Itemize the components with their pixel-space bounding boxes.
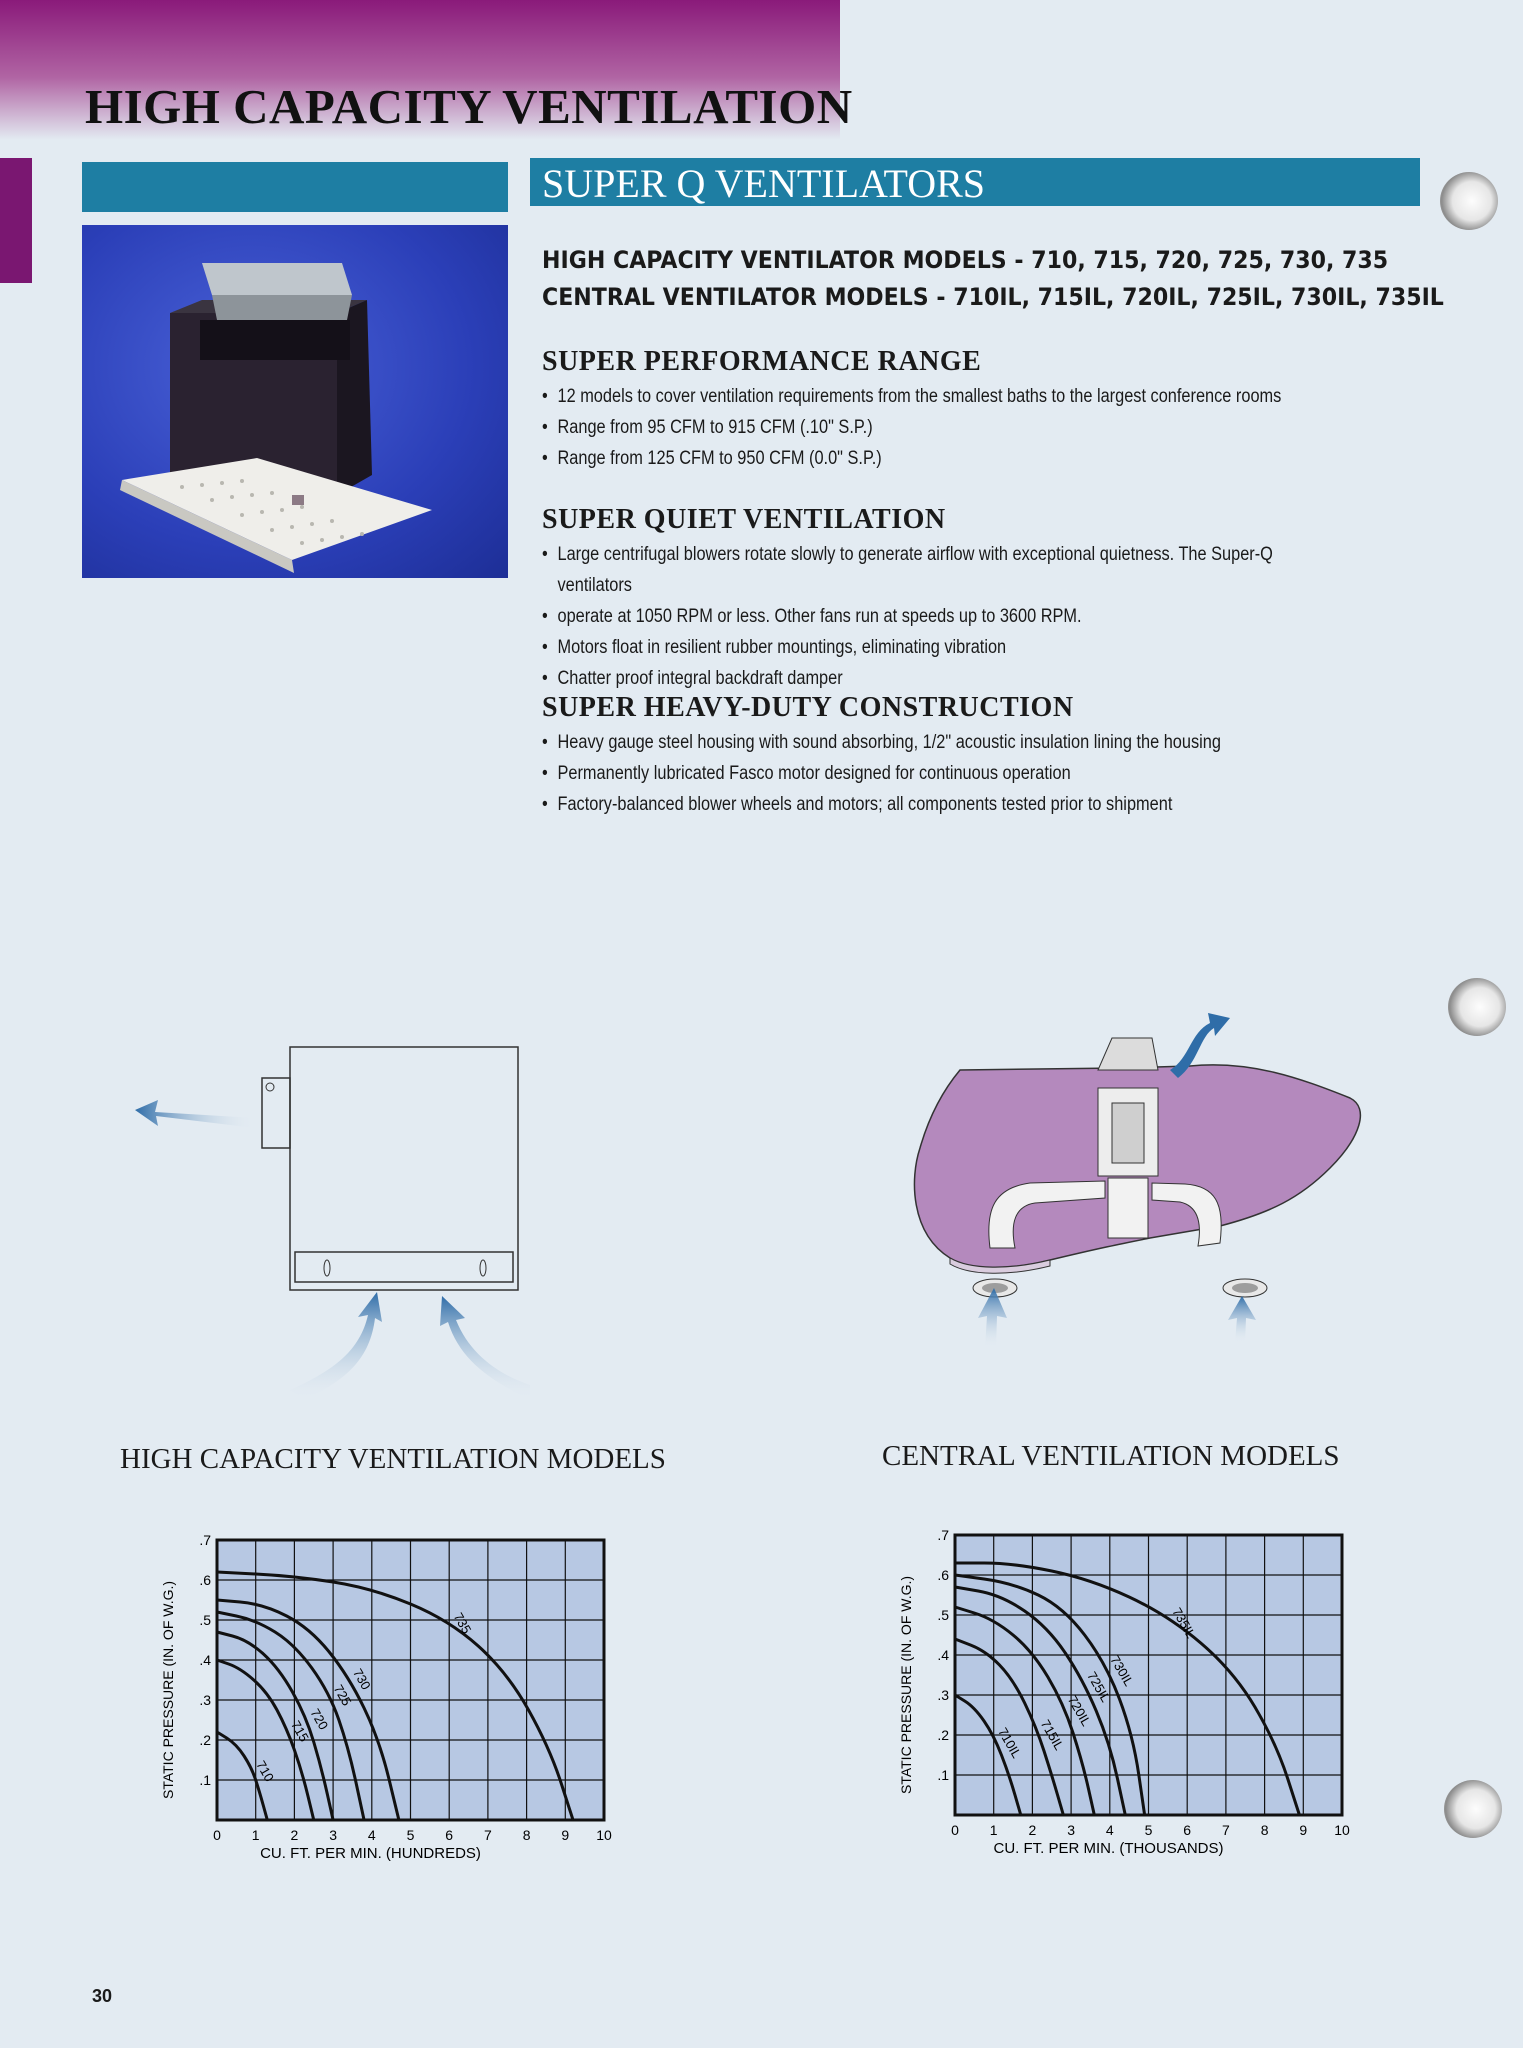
binder-hole [1448,978,1506,1036]
x-tick-label: 4 [367,1827,376,1843]
x-tick-label: 8 [522,1827,531,1843]
y-tick-label: .1 [937,1767,949,1783]
x-tick-label: 6 [445,1827,454,1843]
x-axis-label: CU. FT. PER MIN. (HUNDREDS) [260,1845,481,1862]
x-tick-label: 9 [561,1827,570,1843]
section-title: SUPER Q VENTILATORS [542,161,986,206]
y-tick-label: .1 [199,1772,211,1788]
chart-title: CENTRAL VENTILATION MODELS [882,1440,1340,1472]
x-tick-label: 2 [290,1827,299,1843]
series-label: 715 [288,1718,312,1745]
series-label: 720IL [1064,1693,1095,1729]
list-item: • Range from 125 CFM to 950 CFM (0.0" S.P.) [542,443,1333,474]
series-label: 710 [253,1758,278,1785]
x-tick-label: 4 [1105,1822,1114,1838]
y-axis-label: STATIC PRESSURE (IN. OF W.G.) [160,1580,176,1800]
performance-list [542,381,1333,474]
construction-list [542,727,1333,820]
x-tick-label: 7 [484,1827,492,1843]
construction-heading: SUPER HEAVY-DUTY CONSTRUCTION [542,692,1074,723]
y-tick-label: .3 [199,1692,211,1708]
list-item: • Chatter proof integral backdraft damper [542,663,1333,694]
series-label: 725IL [1084,1669,1114,1705]
x-tick-label: 0 [951,1822,959,1838]
binder-hole [1440,172,1498,230]
x-tick-label: 5 [1144,1822,1153,1838]
y-tick-label: .5 [199,1612,211,1628]
y-tick-label: .4 [937,1647,949,1663]
central-ventilation-diagram [890,998,1380,1368]
x-tick-label: 5 [406,1827,415,1843]
x-tick-label: 8 [1260,1822,1269,1838]
series-label: 720 [307,1706,332,1733]
ventilator-airflow-diagram [120,1030,580,1410]
list-item: • Range from 95 CFM to 915 CFM (.10" S.P.) [542,412,1333,443]
series-label: 735 [450,1610,475,1637]
list-item: • Motors float in resilient rubber mountings, eliminating vibration [542,632,1333,663]
x-tick-label: 3 [329,1827,337,1843]
x-tick-label: 1 [251,1827,260,1843]
y-tick-label: .6 [199,1572,211,1588]
y-axis-label: STATIC PRESSURE (IN. OF W.G.) [898,1575,914,1795]
quiet-list [542,539,1333,694]
series-label: 710IL [995,1725,1025,1761]
list-item: • operate at 1050 RPM or less. Other fans run at speeds up to 3600 RPM. [542,601,1333,632]
series-label: 730IL [1107,1653,1137,1689]
x-tick-label: 9 [1299,1822,1308,1838]
series-label: 730 [349,1666,374,1693]
list-item: • Factory-balanced blower wheels and motors; all components tested prior to shipment [542,789,1333,820]
side-tab [0,158,32,283]
x-tick-label: 7 [1222,1822,1230,1838]
performance-heading: SUPER PERFORMANCE RANGE [542,346,982,377]
y-tick-label: .7 [937,1527,949,1543]
series-label: 725 [330,1682,355,1709]
y-tick-label: .2 [199,1732,211,1748]
series-label: 735IL [1169,1605,1199,1641]
binder-hole [1444,1780,1502,1838]
y-tick-label: .4 [199,1652,211,1668]
central-models: CENTRAL VENTILATOR MODELS - 710IL, 715IL, 720IL, 725IL, 730IL, 735IL [542,283,1444,311]
photo-header-bar [82,162,508,212]
x-axis-label: CU. FT. PER MIN. (THOUSANDS) [993,1840,1224,1857]
x-tick-label: 1 [989,1822,998,1838]
high-capacity-performance-chart [140,1525,640,1865]
quiet-heading: SUPER QUIET VENTILATION [542,504,946,535]
series-label: 715IL [1037,1717,1067,1753]
x-tick-label: 10 [596,1827,612,1843]
x-tick-label: 0 [213,1827,221,1843]
list-item: • Permanently lubricated Fasco motor designed for continuous operation [542,758,1333,789]
y-tick-label: .7 [199,1532,211,1548]
ventilator-illustration [82,225,508,578]
x-tick-label: 3 [1067,1822,1075,1838]
chart-title: HIGH CAPACITY VENTILATION MODELS [120,1443,666,1475]
y-tick-label: .6 [937,1567,949,1583]
page-title: HIGH CAPACITY VENTILATION [85,79,853,134]
x-tick-label: 2 [1028,1822,1037,1838]
x-tick-label: 10 [1334,1822,1350,1838]
x-tick-label: 6 [1183,1822,1192,1838]
y-tick-label: .3 [937,1687,949,1703]
central-performance-chart [878,1520,1378,1860]
high-capacity-models: HIGH CAPACITY VENTILATOR MODELS - 710, 715, 720, 725, 730, 735 [542,246,1389,274]
page-number: 30 [92,1986,113,2006]
list-item: • 12 models to cover ventilation requirements from the smallest baths to the largest conference rooms [542,381,1333,412]
list-item: • Large centrifugal blowers rotate slowly to generate airflow with exceptional quietness. The Super-Q ventilators [542,539,1333,601]
product-photo [82,225,508,578]
y-tick-label: .2 [937,1727,949,1743]
y-tick-label: .5 [937,1607,949,1623]
list-item: • Heavy gauge steel housing with sound absorbing, 1/2" acoustic insulation lining the housing [542,727,1333,758]
